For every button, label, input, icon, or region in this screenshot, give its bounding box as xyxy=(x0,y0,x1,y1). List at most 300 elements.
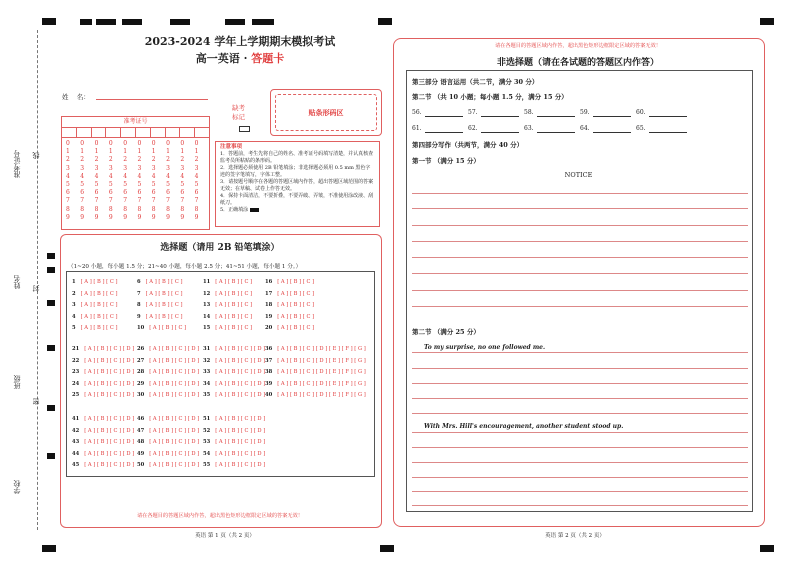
ticket-digit-bubble[interactable]: 3 xyxy=(66,164,70,172)
writing-line[interactable] xyxy=(412,432,748,433)
ticket-digit-bubble[interactable]: 5 xyxy=(137,181,142,189)
ticket-digit-bubble[interactable]: 1 xyxy=(108,148,113,156)
timing-mark xyxy=(252,19,274,25)
ticket-digit-bubble[interactable]: 8 xyxy=(151,205,156,213)
answer-options[interactable]: [ A ] [ B ] [ C ] [ D ] xyxy=(84,392,135,398)
ticket-digit-bubble[interactable]: 7 xyxy=(151,197,156,205)
ticket-digit-bubble[interactable]: 3 xyxy=(180,164,185,172)
ticket-digit-bubble[interactable]: 1 xyxy=(66,148,70,156)
ticket-digit-bubble[interactable]: 8 xyxy=(180,205,185,213)
ticket-write-row[interactable] xyxy=(62,128,209,138)
ticket-digit-bubble[interactable]: 2 xyxy=(108,156,113,164)
ticket-digit-bubble[interactable]: 6 xyxy=(66,189,70,197)
notice-item: 4．保持卡面清洁，不要折叠，不要弄破、弄皱，不准使用涂改液、刮纸刀。 xyxy=(220,193,374,206)
ticket-digit-bubble[interactable]: 5 xyxy=(180,181,185,189)
mc-question-5[interactable] xyxy=(72,325,118,331)
writing-line[interactable] xyxy=(412,241,748,242)
mc-question-3[interactable] xyxy=(72,302,118,308)
mc-question-32[interactable] xyxy=(203,358,265,364)
blank-answer-line[interactable] xyxy=(537,132,575,133)
ticket-digit-bubble[interactable]: 9 xyxy=(94,213,99,221)
mc-question-22[interactable] xyxy=(72,358,134,364)
ticket-digit-bubble[interactable]: 2 xyxy=(94,156,99,164)
ticket-digit-bubble[interactable]: 3 xyxy=(108,164,113,172)
answer-options[interactable]: [ A ] [ B ] [ C ] xyxy=(277,290,315,297)
non-choice-answer-area xyxy=(406,70,753,512)
ticket-digit-bubble[interactable]: 5 xyxy=(151,181,156,189)
ticket-digit-bubble[interactable]: 5 xyxy=(194,181,199,189)
ticket-digit-bubble[interactable]: 2 xyxy=(123,156,128,164)
answer-options[interactable]: [ A ] [ B ] [ C ] [ D ] [ E ] [ F ] [ G ] xyxy=(277,392,366,398)
answer-options[interactable]: [ A ] [ B ] [ C ] [ D ] xyxy=(84,346,135,352)
mc-question-20[interactable] xyxy=(265,325,314,331)
ticket-digit-bubble[interactable]: 2 xyxy=(137,156,142,164)
ticket-digit-bubble[interactable]: 0 xyxy=(94,140,99,147)
mc-question-7[interactable] xyxy=(137,291,183,297)
writing-line[interactable] xyxy=(412,193,748,194)
ticket-digit-bubble[interactable]: 7 xyxy=(180,197,185,205)
writing-line[interactable] xyxy=(412,257,748,258)
answer-options[interactable]: [ A ] [ B ] [ C ] xyxy=(80,313,118,320)
answer-options[interactable]: [ A ] [ B ] [ C ] xyxy=(80,302,118,308)
ticket-digit-bubble[interactable]: 3 xyxy=(123,164,128,172)
ticket-digit-bubble[interactable]: 0 xyxy=(137,140,142,147)
mc-question-45[interactable] xyxy=(72,462,134,468)
ticket-digit-bubble[interactable]: 0 xyxy=(180,140,185,147)
ticket-digit-bubble[interactable]: 7 xyxy=(137,197,142,205)
ticket-digit-bubble[interactable]: 1 xyxy=(180,148,185,156)
side-label-seal: 封 xyxy=(32,285,40,292)
answer-options[interactable]: [ A ] [ B ] [ C ] xyxy=(215,313,253,320)
answer-options[interactable]: [ A ] [ B ] [ C ] [ D ] xyxy=(215,369,266,375)
side-label-class: 班级 xyxy=(13,375,21,389)
ticket-digit-bubble[interactable]: 9 xyxy=(151,213,156,221)
mc-question-11[interactable] xyxy=(203,279,252,285)
ticket-digit-bubble[interactable]: 7 xyxy=(94,197,99,205)
ticket-digit-bubble[interactable]: 6 xyxy=(94,189,99,197)
question-number: 6 xyxy=(137,279,141,285)
ticket-digit-bubble[interactable]: 7 xyxy=(108,197,113,205)
ticket-digit-column xyxy=(66,140,80,222)
writing-line[interactable] xyxy=(412,505,748,506)
mc-question-48[interactable] xyxy=(137,439,199,445)
ticket-digit-column xyxy=(166,140,180,222)
ticket-digit-bubble[interactable]: 9 xyxy=(180,213,185,221)
ticket-digit-bubble[interactable]: 2 xyxy=(80,156,85,164)
ticket-digit-bubble[interactable]: 7 xyxy=(80,197,85,205)
absent-label xyxy=(232,104,245,122)
ticket-digit-bubble[interactable]: 6 xyxy=(166,189,170,197)
mc-question-13[interactable] xyxy=(203,302,252,308)
question-number: 50 xyxy=(137,462,145,468)
answer-options[interactable]: [ A ] [ B ] [ C ] [ D ] xyxy=(149,357,200,364)
ticket-digit-bubble[interactable]: 3 xyxy=(166,164,170,172)
ticket-digit-bubble[interactable]: 4 xyxy=(108,172,113,180)
writing-line[interactable] xyxy=(412,477,748,478)
notice-title: 注意事项 xyxy=(220,144,243,150)
answer-options[interactable]: [ A ] [ B ] [ C ] [ D ] xyxy=(149,416,200,422)
ticket-digit-bubble[interactable]: 8 xyxy=(123,205,128,213)
absent-checkbox[interactable] xyxy=(239,126,250,132)
answer-options[interactable]: [ A ] [ B ] [ C ] [ D ] xyxy=(149,380,200,387)
ticket-digit-bubble[interactable]: 6 xyxy=(137,189,142,197)
mc-question-8[interactable] xyxy=(137,302,183,308)
answer-options[interactable]: [ A ] [ B ] [ C ] [ D ] xyxy=(215,416,266,422)
ticket-digit-bubble[interactable]: 9 xyxy=(137,213,142,221)
ticket-digit-bubble[interactable]: 0 xyxy=(80,140,85,147)
mc-question-51[interactable] xyxy=(203,416,265,422)
side-label-name: 姓名 xyxy=(13,275,21,289)
mc-question-44[interactable] xyxy=(72,451,134,457)
ticket-digit-bubble[interactable]: 2 xyxy=(180,156,185,164)
ticket-digit-bubble[interactable]: 5 xyxy=(123,181,128,189)
ticket-digit-bubble[interactable]: 9 xyxy=(66,213,70,221)
question-number: 39 xyxy=(265,380,273,387)
writing-line[interactable] xyxy=(412,447,748,448)
ticket-digit-bubble[interactable]: 6 xyxy=(180,189,185,197)
mc-question-53[interactable] xyxy=(203,439,265,445)
answer-options[interactable]: [ A ] [ B ] [ C ] [ D ] xyxy=(215,462,266,468)
writing-line[interactable] xyxy=(412,352,748,353)
ticket-digit-bubble[interactable]: 6 xyxy=(123,189,128,197)
ticket-digit-bubble[interactable]: 4 xyxy=(123,172,128,180)
mc-question-16[interactable] xyxy=(265,279,314,285)
ticket-digit-bubble[interactable]: 3 xyxy=(94,164,99,172)
ticket-digit-bubble[interactable]: 3 xyxy=(194,164,199,172)
timing-mark xyxy=(760,545,774,552)
answer-options[interactable]: [ A ] [ B ] [ C ] [ D ] xyxy=(215,427,266,434)
ticket-digit-column xyxy=(180,140,194,222)
mc-question-12[interactable] xyxy=(203,291,252,297)
blank-answer-line[interactable] xyxy=(649,132,687,133)
mc-question-2[interactable] xyxy=(72,291,118,297)
ticket-digit-bubble[interactable]: 0 xyxy=(194,140,199,147)
ticket-digit-bubble[interactable]: 1 xyxy=(166,148,170,156)
ticket-digit-bubble[interactable]: 1 xyxy=(94,148,99,156)
ticket-digit-bubble[interactable]: 3 xyxy=(137,164,142,172)
answer-options[interactable]: [ A ] [ B ] [ C ] [ D ] xyxy=(149,346,200,352)
question-number: 44 xyxy=(72,450,80,457)
mc-question-47[interactable] xyxy=(137,428,199,434)
mc-question-54[interactable] xyxy=(203,451,265,457)
question-number: 17 xyxy=(265,290,273,297)
answer-options[interactable]: [ A ] [ B ] [ C ] [ D ] xyxy=(84,450,135,457)
writing-line[interactable] xyxy=(412,383,748,384)
blank-label: 60. xyxy=(636,109,646,116)
mc-question-9[interactable] xyxy=(137,314,183,320)
part4-sec1-heading: 第一节 （满分 15 分） xyxy=(412,157,480,165)
blank-answer-line[interactable] xyxy=(425,116,463,117)
answer-options[interactable]: [ A ] [ B ] [ C ] [ D ] xyxy=(149,439,200,445)
subtitle-prefix: 高一英语 · xyxy=(195,52,252,65)
question-number: 27 xyxy=(137,357,145,364)
answer-options[interactable]: [ A ] [ B ] [ C ] [ D ] xyxy=(84,357,135,364)
answer-options[interactable]: [ A ] [ B ] [ C ] xyxy=(277,325,315,331)
mc-question-37[interactable] xyxy=(265,358,366,364)
writing-line[interactable] xyxy=(412,398,748,399)
mc-question-17[interactable] xyxy=(265,291,314,297)
answer-options[interactable]: [ A ] [ B ] [ C ] [ D ] xyxy=(149,462,200,468)
mc-question-24[interactable] xyxy=(72,381,134,387)
side-label-ticket: 准考证号 xyxy=(13,150,21,178)
answer-options[interactable]: [ A ] [ B ] [ C ] xyxy=(80,325,118,331)
mc-question-18[interactable] xyxy=(265,302,314,308)
answer-options[interactable]: [ A ] [ B ] [ C ] xyxy=(277,302,315,308)
mc-question-38[interactable] xyxy=(265,369,366,375)
question-number: 36 xyxy=(265,346,273,352)
question-number: 33 xyxy=(203,369,211,375)
mc-question-46[interactable] xyxy=(137,416,199,422)
ticket-digit-bubble[interactable]: 8 xyxy=(108,205,113,213)
question-number: 10 xyxy=(137,325,145,331)
mc-question-55[interactable] xyxy=(203,462,265,468)
writing-line[interactable] xyxy=(412,491,748,492)
ticket-digit-bubble[interactable]: 2 xyxy=(166,156,170,164)
answer-options[interactable]: [ A ] [ B ] [ C ] xyxy=(149,325,187,331)
ticket-digit-bubble[interactable]: 1 xyxy=(137,148,142,156)
answer-options[interactable]: [ A ] [ B ] [ C ] [ D ] xyxy=(215,439,266,445)
answer-options[interactable]: [ A ] [ B ] [ C ] [ D ] xyxy=(149,450,200,457)
ticket-digit-bubble[interactable]: 0 xyxy=(123,140,128,147)
answer-options[interactable]: [ A ] [ B ] [ C ] xyxy=(145,302,183,308)
mc-question-34[interactable] xyxy=(203,381,265,387)
mc-question-49[interactable] xyxy=(137,451,199,457)
ticket-digit-bubble[interactable]: 8 xyxy=(66,205,70,213)
ticket-digit-bubble[interactable]: 6 xyxy=(194,189,199,197)
answer-options[interactable]: [ A ] [ B ] [ C ] xyxy=(215,279,253,285)
question-number: 41 xyxy=(72,416,80,422)
ticket-digit-bubble[interactable]: 5 xyxy=(80,181,85,189)
answer-options[interactable]: [ A ] [ B ] [ C ] xyxy=(277,313,315,320)
right-warning: 请在各题目的答题区域内作答，超出黑色矩形边框限定区域的答案无效！ xyxy=(494,43,661,49)
binding-line xyxy=(37,30,38,530)
question-number: 40 xyxy=(265,392,273,398)
answer-options[interactable]: [ A ] [ B ] [ C ] [ D ] xyxy=(84,462,135,468)
ticket-digit-bubble[interactable]: 9 xyxy=(80,213,85,221)
writing-line[interactable] xyxy=(412,225,748,226)
ticket-digit-bubble[interactable]: 0 xyxy=(166,140,170,147)
timing-mark xyxy=(170,19,190,25)
answer-options[interactable]: [ A ] [ B ] [ C ] [ D ] xyxy=(149,392,200,398)
answer-options[interactable]: [ A ] [ B ] [ C ] [ D ] xyxy=(149,427,200,434)
ticket-digit-bubble[interactable]: 8 xyxy=(137,205,142,213)
mc-question-1[interactable] xyxy=(72,279,118,285)
question-number: 7 xyxy=(137,290,141,297)
answer-options[interactable]: [ A ] [ B ] [ C ] [ D ] xyxy=(215,380,266,387)
ticket-digit-bubble[interactable]: 3 xyxy=(151,164,156,172)
ticket-digit-bubble[interactable]: 2 xyxy=(66,156,70,164)
blank-label: 64. xyxy=(580,125,590,132)
ticket-digit-bubble[interactable]: 9 xyxy=(123,213,128,221)
question-number: 54 xyxy=(203,450,211,457)
ticket-digit-bubble[interactable]: 4 xyxy=(166,172,170,180)
mc-question-29[interactable] xyxy=(137,381,199,387)
ticket-digit-bubble[interactable]: 7 xyxy=(66,197,70,205)
part4-sec2-heading: 第二节 （满分 25 分） xyxy=(412,328,480,336)
right-footer: 英语 第 2 页（共 2 页） xyxy=(545,533,605,539)
mc-question-52[interactable] xyxy=(203,428,265,434)
mc-scoring: （1~20 小题，每小题 1.5 分；21~40 小题，每小题 2.5 分；41~51 小题，每小题 1 分。） xyxy=(68,264,302,270)
writing-line[interactable] xyxy=(412,208,748,209)
ticket-digit-column xyxy=(109,140,123,222)
answer-options[interactable]: [ A ] [ B ] [ C ] xyxy=(80,279,118,285)
mc-question-41[interactable] xyxy=(72,416,134,422)
mc-question-42[interactable] xyxy=(72,428,134,434)
mc-question-21[interactable] xyxy=(72,346,134,352)
ticket-digit-bubble[interactable]: 2 xyxy=(194,156,199,164)
answer-options[interactable]: [ A ] [ B ] [ C ] [ D ] xyxy=(215,346,266,352)
ticket-digit-bubble[interactable]: 6 xyxy=(80,189,85,197)
writing-line[interactable] xyxy=(412,290,748,291)
writing-line[interactable] xyxy=(412,368,748,369)
question-number: 35 xyxy=(203,392,211,398)
mc-question-28[interactable] xyxy=(137,369,199,375)
mc-question-14[interactable] xyxy=(203,314,252,320)
notice-item: 3．请按题号顺序在各题的答题区域内作答，超出答题区域范围的答案无效；在草稿、试卷上作答无效。 xyxy=(220,179,374,192)
mc-question-31[interactable] xyxy=(203,346,265,352)
notice-item: 1．答题前，考生先将自己的姓名、准考证号码填写清楚，并认真核查监考员所粘贴的条形码。 xyxy=(220,151,374,164)
answer-options[interactable]: [ A ] [ B ] [ C ] [ D ] xyxy=(149,369,200,375)
ticket-digit-bubble[interactable]: 8 xyxy=(166,205,170,213)
answer-options[interactable]: [ A ] [ B ] [ C ] xyxy=(215,290,253,297)
ticket-digit-bubble[interactable]: 8 xyxy=(194,205,199,213)
ticket-digit-bubble[interactable]: 9 xyxy=(166,213,170,221)
blank-answer-line[interactable] xyxy=(593,132,631,133)
answer-options[interactable]: [ A ] [ B ] [ C ] [ D ] xyxy=(84,439,135,445)
question-number: 2 xyxy=(72,290,76,297)
ticket-digit-column xyxy=(80,140,94,222)
mc-question-26[interactable] xyxy=(137,346,199,352)
ticket-digit-bubble[interactable]: 7 xyxy=(123,197,128,205)
blank-answer-line[interactable] xyxy=(425,132,463,133)
ticket-digit-bubble[interactable]: 8 xyxy=(94,205,99,213)
ticket-digit-bubble[interactable]: 4 xyxy=(80,172,85,180)
mc-question-25[interactable] xyxy=(72,392,134,398)
answer-options[interactable]: [ A ] [ B ] [ C ] [ D ] xyxy=(215,357,266,364)
ticket-digit-bubble[interactable]: 6 xyxy=(151,189,156,197)
blank-answer-line[interactable] xyxy=(649,116,687,117)
question-number: 9 xyxy=(137,313,141,320)
mc-question-19[interactable] xyxy=(265,314,314,320)
ticket-digit-bubble[interactable]: 9 xyxy=(108,213,113,221)
answer-options[interactable]: [ A ] [ B ] [ C ] [ D ] xyxy=(84,369,135,375)
answer-options[interactable]: [ A ] [ B ] [ C ] [ D ] xyxy=(215,450,266,457)
answer-options[interactable]: [ A ] [ B ] [ C ] xyxy=(215,325,253,331)
ticket-digit-bubble[interactable]: 1 xyxy=(194,148,199,156)
question-number: 51 xyxy=(203,416,211,422)
blank-answer-line[interactable] xyxy=(537,116,575,117)
notice-box xyxy=(215,141,380,227)
side-label-school: 学校 xyxy=(13,480,21,494)
ticket-digit-bubble[interactable]: 4 xyxy=(94,172,99,180)
mc-question-4[interactable] xyxy=(72,314,118,320)
blank-answer-line[interactable] xyxy=(593,116,631,117)
ticket-digit-bubble[interactable]: 2 xyxy=(151,156,156,164)
ticket-digit-bubble[interactable]: 0 xyxy=(151,140,156,147)
answer-options[interactable]: [ A ] [ B ] [ C ] xyxy=(145,313,183,320)
mc-question-6[interactable] xyxy=(137,279,183,285)
timing-mark xyxy=(760,18,774,25)
answer-options[interactable]: [ A ] [ B ] [ C ] xyxy=(145,279,183,285)
mc-question-43[interactable] xyxy=(72,439,134,445)
ticket-digit-bubble[interactable]: 1 xyxy=(123,148,128,156)
ticket-digit-bubble[interactable]: 3 xyxy=(80,164,85,172)
mc-question-33[interactable] xyxy=(203,369,265,375)
ticket-digit-bubble[interactable]: 1 xyxy=(151,148,156,156)
question-number: 29 xyxy=(137,380,145,387)
mc-question-30[interactable] xyxy=(137,392,199,398)
question-number: 30 xyxy=(137,392,145,398)
timing-mark xyxy=(47,345,55,351)
question-number: 53 xyxy=(203,439,211,445)
mc-question-36[interactable] xyxy=(265,346,366,352)
part3-heading: 第三部分 语言运用（共二节，满分 30 分） xyxy=(412,78,539,86)
ticket-digit-bubble[interactable]: 0 xyxy=(66,140,70,147)
answer-options[interactable]: [ A ] [ B ] [ C ] xyxy=(277,279,315,285)
barcode-label: 贴条形码区 xyxy=(308,108,344,117)
answer-options[interactable]: [ A ] [ B ] [ C ] [ D ] [ E ] [ F ] [ G ] xyxy=(277,346,366,352)
ticket-digit-bubble[interactable]: 1 xyxy=(80,148,85,156)
ticket-digit-bubble[interactable]: 4 xyxy=(137,172,142,180)
writing-line[interactable] xyxy=(412,306,748,307)
notice-item-fill-example xyxy=(220,207,375,214)
ticket-digit-bubble[interactable]: 4 xyxy=(151,172,156,180)
mc-question-35[interactable] xyxy=(203,392,265,398)
timing-mark xyxy=(47,267,55,273)
ticket-digit-bubble[interactable]: 8 xyxy=(80,205,85,213)
ticket-digit-column xyxy=(195,140,209,222)
answer-options[interactable]: [ A ] [ B ] [ C ] xyxy=(145,290,183,297)
answer-options[interactable]: [ A ] [ B ] [ C ] [ D ] xyxy=(84,427,135,434)
answer-options[interactable]: [ A ] [ B ] [ C ] [ D ] [ E ] [ F ] [ G ] xyxy=(277,369,366,375)
ticket-digit-bubble[interactable]: 0 xyxy=(108,140,113,147)
ticket-digit-bubble[interactable]: 7 xyxy=(194,197,199,205)
mc-question-23[interactable] xyxy=(72,369,134,375)
writing-line[interactable] xyxy=(412,413,748,414)
mc-question-50[interactable] xyxy=(137,462,199,468)
blank-answer-line[interactable] xyxy=(481,116,519,117)
writing-line[interactable] xyxy=(412,462,748,463)
answer-options[interactable]: [ A ] [ B ] [ C ] [ D ] xyxy=(84,416,135,422)
blank-answer-line[interactable] xyxy=(481,132,519,133)
answer-options[interactable]: [ A ] [ B ] [ C ] [ D ] xyxy=(215,392,266,398)
answer-options[interactable]: [ A ] [ B ] [ C ] [ D ] [ E ] [ F ] [ G ] xyxy=(277,357,366,364)
ticket-digit-bubble[interactable]: 5 xyxy=(166,181,170,189)
question-number: 21 xyxy=(72,346,80,352)
ticket-digit-bubble[interactable]: 4 xyxy=(194,172,199,180)
ticket-digit-bubble[interactable]: 5 xyxy=(66,181,70,189)
mc-question-27[interactable] xyxy=(137,358,199,364)
ticket-digit-bubble[interactable]: 4 xyxy=(180,172,185,180)
ticket-digit-bubble[interactable]: 6 xyxy=(108,189,113,197)
mc-question-39[interactable] xyxy=(265,381,366,387)
answer-options[interactable]: [ A ] [ B ] [ C ] [ D ] [ E ] [ F ] [ G ] xyxy=(277,380,366,387)
answer-options[interactable]: [ A ] [ B ] [ C ] [ D ] xyxy=(84,380,135,387)
ticket-digit-bubble[interactable]: 5 xyxy=(108,181,113,189)
ticket-digit-bubble[interactable]: 7 xyxy=(166,197,170,205)
answer-options[interactable]: [ A ] [ B ] [ C ] xyxy=(80,290,118,297)
ticket-digit-bubble[interactable]: 5 xyxy=(94,181,99,189)
answer-options[interactable]: [ A ] [ B ] [ C ] xyxy=(215,302,253,308)
ticket-digit-bubble[interactable]: 4 xyxy=(66,172,70,180)
name-field[interactable] xyxy=(96,99,208,100)
mc-question-10[interactable] xyxy=(137,325,186,331)
ticket-digit-bubble[interactable]: 9 xyxy=(194,213,199,221)
mc-question-40[interactable] xyxy=(265,392,366,398)
mc-question-15[interactable] xyxy=(203,325,252,331)
subtitle-accent: 答题卡 xyxy=(251,52,285,65)
writing-line[interactable] xyxy=(412,273,748,274)
